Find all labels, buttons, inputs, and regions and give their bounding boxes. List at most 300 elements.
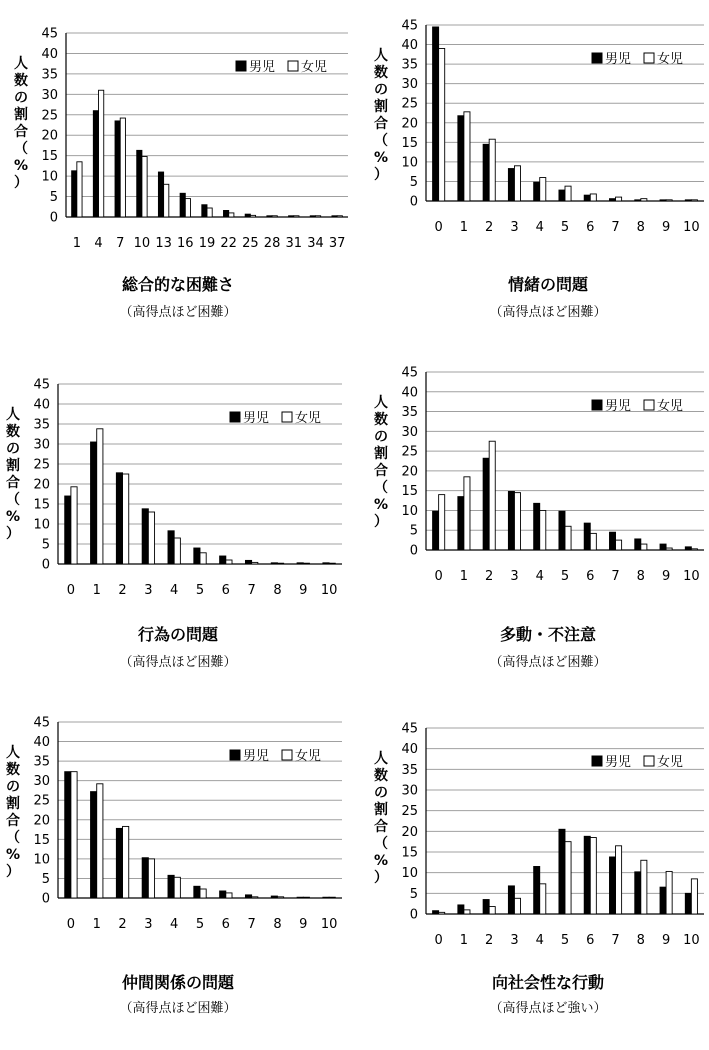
bar-male (458, 497, 464, 550)
y-axis-label-char: 人 (374, 751, 388, 767)
legend-label-female: 女児 (657, 52, 684, 67)
chart-subtitle: （高得点ほど強い） (489, 1001, 607, 1016)
y-tick-label: 5 (41, 871, 50, 887)
bar-male (93, 111, 98, 217)
y-tick-label: 25 (401, 96, 418, 112)
bar-male (297, 897, 303, 898)
bar-female (540, 884, 546, 914)
bar-female (616, 540, 622, 550)
y-tick-label: 5 (409, 174, 418, 190)
x-tick-label: 1 (459, 933, 469, 948)
chart-title: 総合的な困難さ (121, 275, 235, 294)
y-axis-label-char: （ (14, 141, 28, 157)
bar-male (584, 195, 590, 201)
bar-male (245, 895, 251, 898)
y-tick-label: 20 (401, 824, 418, 840)
legend-label-male: 男児 (243, 749, 270, 764)
x-tick-label: 3 (144, 583, 153, 598)
x-tick-label: 5 (195, 583, 205, 598)
y-tick-label: 20 (33, 813, 50, 829)
bar-female (148, 512, 154, 564)
y-axis-label-char: 割 (14, 107, 28, 123)
bar-male (142, 509, 148, 564)
y-axis-label-char: の (6, 779, 20, 795)
bar-male (660, 544, 666, 550)
bar-male (310, 216, 315, 217)
bar-male (72, 171, 77, 217)
y-tick-label: 10 (33, 517, 50, 533)
y-tick-label: 15 (33, 497, 50, 513)
bar-male (584, 523, 590, 550)
bar-female (123, 826, 129, 898)
bar-male (660, 887, 666, 914)
x-tick-label: 10 (133, 236, 151, 251)
bar-male (245, 560, 251, 564)
legend-swatch-female (644, 53, 654, 63)
y-axis-label-char: （ (374, 836, 388, 852)
bar-female (277, 897, 283, 898)
bar-male (433, 911, 439, 914)
bar-male (458, 116, 464, 201)
legend-swatch-male (230, 412, 240, 422)
bar-male (483, 458, 489, 550)
bar-female (185, 199, 190, 217)
y-tick-label: 30 (41, 87, 58, 103)
bar-male (271, 896, 277, 898)
y-tick-label: 40 (33, 397, 50, 413)
x-tick-label: 19 (198, 236, 216, 251)
legend-swatch-female (282, 750, 292, 760)
bar-male (116, 828, 122, 898)
y-axis-label-char: 割 (6, 796, 20, 812)
y-axis-label-char: 人 (6, 407, 20, 423)
bar-female (200, 889, 206, 898)
bar-female (99, 90, 104, 217)
x-tick-label: 6 (586, 220, 595, 235)
bar-female (641, 860, 647, 914)
y-axis-label-char: ） (6, 864, 20, 880)
y-axis-label-char: 数 (374, 412, 388, 428)
bar-female (303, 897, 309, 898)
y-tick-label: 35 (41, 67, 58, 83)
bar-male (297, 563, 303, 564)
bar-male (116, 473, 122, 564)
bar-male (685, 200, 691, 201)
x-tick-label: 37 (328, 236, 346, 251)
bar-female (77, 162, 82, 217)
y-tick-label: 40 (401, 38, 418, 54)
bar-female (252, 897, 258, 898)
bar-male (508, 169, 514, 201)
bar-female (666, 548, 672, 550)
x-tick-label: 1 (459, 569, 469, 584)
x-tick-label: 1 (92, 917, 101, 932)
bar-female (489, 139, 495, 201)
bar-female (226, 893, 232, 898)
bar-female (337, 216, 342, 217)
bar-male (91, 442, 97, 564)
bar-female (439, 912, 445, 914)
legend-swatch-male (230, 750, 240, 760)
y-axis-label-char: 数 (374, 768, 388, 784)
y-tick-label: 25 (33, 457, 50, 473)
bar-female (250, 215, 255, 217)
bar-female (303, 563, 309, 564)
legend-label-male: 男児 (605, 52, 632, 67)
y-tick-label: 35 (401, 762, 418, 778)
y-tick-label: 25 (41, 108, 58, 124)
y-tick-label: 15 (401, 484, 418, 500)
chart-title: 多動・不注意 (499, 625, 597, 644)
legend-label-female: 女児 (295, 411, 322, 426)
x-tick-label: 4 (535, 220, 544, 235)
x-tick-label: 1 (459, 220, 469, 235)
bar-female (565, 842, 571, 914)
y-tick-label: 0 (409, 543, 418, 559)
x-tick-label: 10 (683, 933, 700, 948)
bar-male (534, 503, 540, 550)
bar-male (433, 511, 439, 550)
y-tick-label: 15 (41, 149, 58, 165)
y-axis-label-char: 合 (6, 813, 20, 829)
x-tick-label: 8 (636, 569, 645, 584)
x-tick-label: 6 (221, 583, 230, 598)
bar-female (207, 208, 212, 217)
y-tick-label: 5 (409, 523, 418, 539)
y-axis-label-char: 数 (374, 65, 388, 81)
bar-male (323, 897, 329, 898)
bar-female (252, 562, 258, 564)
chart-panel-6 (374, 722, 704, 1017)
y-tick-label: 25 (401, 804, 418, 820)
bar-male (65, 496, 71, 564)
x-tick-label: 8 (273, 917, 282, 932)
y-axis-label-char: の (374, 429, 388, 445)
x-tick-label: 3 (510, 933, 519, 948)
y-tick-label: 20 (401, 464, 418, 480)
legend-label-male: 男児 (249, 60, 276, 75)
y-axis-label-char: ） (374, 514, 388, 530)
legend-label-female: 女児 (657, 399, 684, 414)
x-tick-label: 0 (434, 933, 443, 948)
legend-label-male: 男児 (243, 411, 270, 426)
bar-male (458, 905, 464, 914)
bar-female (489, 907, 495, 914)
y-axis-label-char: 割 (374, 802, 388, 818)
y-axis-label-char: の (14, 90, 28, 106)
bar-female (174, 877, 180, 898)
bar-male (534, 182, 540, 201)
bar-male (660, 200, 666, 201)
bar-female (464, 910, 470, 914)
x-tick-label: 25 (242, 236, 259, 251)
bar-male (142, 858, 148, 898)
bar-female (97, 429, 103, 564)
bar-female (174, 538, 180, 564)
bar-female (514, 493, 520, 550)
bar-female (565, 526, 571, 550)
x-tick-label: 6 (586, 933, 595, 948)
y-tick-label: 40 (33, 735, 50, 751)
y-axis-label-char: 割 (374, 446, 388, 462)
bar-female (329, 563, 335, 564)
bar-male (635, 539, 641, 550)
y-tick-label: 35 (33, 754, 50, 770)
bar-male (483, 900, 489, 914)
bar-male (202, 205, 207, 217)
y-axis-label-char: % (5, 509, 21, 525)
bar-female (691, 879, 697, 914)
x-tick-label: 9 (661, 220, 671, 235)
y-tick-label: 30 (401, 783, 418, 799)
y-tick-label: 30 (33, 774, 50, 790)
bar-male (91, 792, 97, 898)
bar-male (323, 563, 329, 564)
y-tick-label: 45 (401, 365, 418, 381)
chart-subtitle: （高得点ほど困難） (119, 305, 237, 320)
bar-male (158, 172, 163, 217)
x-tick-label: 2 (118, 583, 127, 598)
bar-female (464, 112, 470, 201)
x-tick-label: 3 (144, 917, 153, 932)
y-tick-label: 0 (409, 194, 418, 210)
y-axis-label-char: % (5, 847, 21, 863)
x-tick-label: 3 (510, 220, 519, 235)
bar-male (609, 532, 615, 550)
x-tick-label: 9 (299, 583, 308, 598)
bar-male (194, 886, 200, 898)
y-axis-label-char: % (373, 150, 389, 166)
bar-male (289, 216, 294, 217)
x-tick-label: 0 (434, 220, 443, 235)
x-tick-label: 4 (94, 236, 103, 251)
chart-subtitle: （高得点ほど困難） (489, 655, 607, 670)
x-tick-label: 3 (510, 569, 519, 584)
y-axis-label-char: ） (374, 167, 388, 183)
x-tick-label: 4 (535, 933, 544, 948)
legend-swatch-female (644, 756, 654, 766)
bar-male (223, 210, 228, 217)
legend-swatch-female (288, 61, 298, 71)
x-tick-label: 31 (285, 236, 303, 251)
x-tick-label: 10 (683, 220, 700, 235)
y-axis-label-char: 合 (14, 124, 28, 140)
bar-female (164, 184, 169, 217)
bar-male (194, 548, 200, 564)
bar-male (609, 199, 615, 201)
legend-swatch-male (592, 400, 602, 410)
x-tick-label: 2 (118, 917, 127, 932)
y-tick-label: 5 (41, 537, 50, 553)
bar-male (508, 491, 514, 550)
bar-male (168, 531, 174, 564)
bar-female (226, 560, 232, 564)
y-axis-label-char: 合 (374, 116, 388, 132)
bar-male (245, 214, 250, 217)
y-axis-label-char: （ (6, 492, 20, 508)
y-tick-label: 25 (33, 793, 50, 809)
chart-title: 情緒の問題 (507, 275, 589, 294)
y-tick-label: 35 (401, 57, 418, 73)
y-axis-label-char: 割 (374, 99, 388, 115)
y-tick-label: 20 (33, 477, 50, 493)
x-tick-label: 0 (66, 583, 76, 598)
y-axis-label-char: の (374, 785, 388, 801)
bar-female (272, 216, 277, 217)
x-tick-label: 7 (611, 220, 620, 235)
chart-panel-5 (6, 716, 342, 1017)
y-axis-label-char: 数 (6, 762, 20, 778)
chart-panel-4 (374, 366, 704, 671)
chart-panel-1 (14, 27, 348, 321)
bar-male (115, 121, 120, 217)
y-tick-label: 10 (41, 169, 58, 185)
y-axis-label-char: ） (14, 175, 28, 191)
x-tick-label: 5 (195, 917, 205, 932)
bar-male (220, 556, 226, 564)
bar-female (590, 838, 596, 914)
chart-subtitle: （高得点ほど困難） (119, 655, 237, 670)
bar-male (433, 27, 439, 201)
bar-female (514, 898, 520, 914)
bar-male (559, 511, 565, 550)
x-tick-label: 16 (177, 236, 194, 251)
x-tick-label: 2 (485, 569, 494, 584)
x-tick-label: 0 (66, 917, 76, 932)
bar-male (635, 200, 641, 201)
y-axis-label-char: 数 (14, 73, 28, 89)
y-axis-label-char: （ (374, 480, 388, 496)
y-tick-label: 45 (33, 377, 50, 393)
y-tick-label: 45 (401, 18, 418, 34)
x-tick-label: 6 (221, 917, 230, 932)
y-tick-label: 10 (33, 852, 50, 868)
bar-female (641, 544, 647, 550)
bar-female (464, 477, 470, 550)
y-axis-label-char: 合 (374, 463, 388, 479)
x-tick-label: 5 (560, 569, 570, 584)
bar-male (534, 866, 540, 914)
bar-male (559, 190, 565, 201)
x-tick-label: 7 (247, 917, 256, 932)
y-tick-label: 30 (401, 77, 418, 93)
bar-female (439, 495, 445, 550)
bar-female (514, 166, 520, 201)
y-tick-label: 35 (401, 405, 418, 421)
y-axis-label-char: % (373, 497, 389, 513)
x-tick-label: 4 (535, 569, 544, 584)
bar-male (180, 193, 185, 217)
bar-female (666, 200, 672, 201)
y-axis-label-char: 数 (6, 424, 20, 440)
x-tick-label: 9 (661, 933, 671, 948)
bar-female (540, 510, 546, 550)
bar-male (635, 872, 641, 914)
bar-male (685, 547, 691, 550)
x-tick-label: 7 (116, 236, 125, 251)
bar-male (685, 893, 691, 914)
y-tick-label: 20 (401, 116, 418, 132)
y-tick-label: 0 (49, 210, 58, 226)
bar-male (332, 216, 337, 217)
y-axis-label-char: 人 (14, 56, 28, 72)
y-axis-label-char: ） (6, 526, 20, 542)
y-tick-label: 15 (401, 135, 418, 151)
legend-label-male: 男児 (605, 399, 632, 414)
legend-label-female: 女児 (657, 755, 684, 770)
chart-panel-3 (6, 378, 342, 671)
y-tick-label: 35 (33, 417, 50, 433)
legend-label-female: 女児 (295, 749, 322, 764)
chart-title: 行為の問題 (137, 625, 219, 644)
x-tick-label: 9 (299, 917, 308, 932)
y-tick-label: 5 (409, 886, 418, 902)
bar-male (267, 216, 272, 217)
y-axis-label-char: （ (6, 830, 20, 846)
y-axis-label-char: % (373, 853, 389, 869)
bar-male (137, 150, 142, 217)
bar-female (123, 474, 129, 564)
y-tick-label: 45 (41, 26, 58, 42)
bar-female (200, 553, 206, 564)
bar-female (641, 199, 647, 201)
bar-female (565, 186, 571, 201)
bar-female (142, 156, 147, 217)
bar-female (71, 487, 77, 564)
bar-female (590, 533, 596, 550)
x-tick-label: 28 (263, 236, 281, 251)
chart-panel-2 (374, 19, 704, 321)
bar-male (65, 772, 71, 898)
x-tick-label: 7 (247, 583, 256, 598)
y-tick-label: 10 (401, 155, 418, 171)
bar-female (229, 213, 234, 217)
x-tick-label: 1 (92, 583, 101, 598)
y-tick-label: 10 (401, 866, 418, 882)
legend-swatch-female (282, 412, 292, 422)
bar-female (590, 194, 596, 201)
y-tick-label: 0 (41, 891, 50, 907)
x-tick-label: 7 (611, 933, 620, 948)
x-tick-label: 2 (485, 220, 494, 235)
bar-female (315, 216, 320, 217)
y-tick-label: 20 (41, 128, 58, 144)
x-tick-label: 8 (636, 220, 645, 235)
y-tick-label: 25 (401, 444, 418, 460)
y-axis-label-char: 人 (6, 745, 20, 761)
x-tick-label: 10 (320, 917, 338, 932)
bar-male (508, 886, 514, 914)
x-tick-label: 8 (273, 583, 282, 598)
bar-female (148, 859, 154, 898)
x-tick-label: 10 (320, 583, 338, 598)
x-tick-label: 10 (683, 569, 700, 584)
legend-label-female: 女児 (301, 60, 328, 75)
y-axis-label-char: ） (374, 870, 388, 886)
chart-subtitle: （高得点ほど困難） (119, 1001, 237, 1016)
bar-female (277, 563, 283, 564)
bar-male (168, 875, 174, 898)
y-axis-label-char: の (374, 82, 388, 98)
y-tick-label: 0 (409, 907, 418, 923)
x-tick-label: 7 (611, 569, 620, 584)
y-tick-label: 15 (401, 845, 418, 861)
bar-male (609, 857, 615, 914)
bar-female (489, 441, 495, 550)
y-tick-label: 30 (33, 437, 50, 453)
bar-female (97, 784, 103, 898)
y-tick-label: 45 (33, 715, 50, 731)
